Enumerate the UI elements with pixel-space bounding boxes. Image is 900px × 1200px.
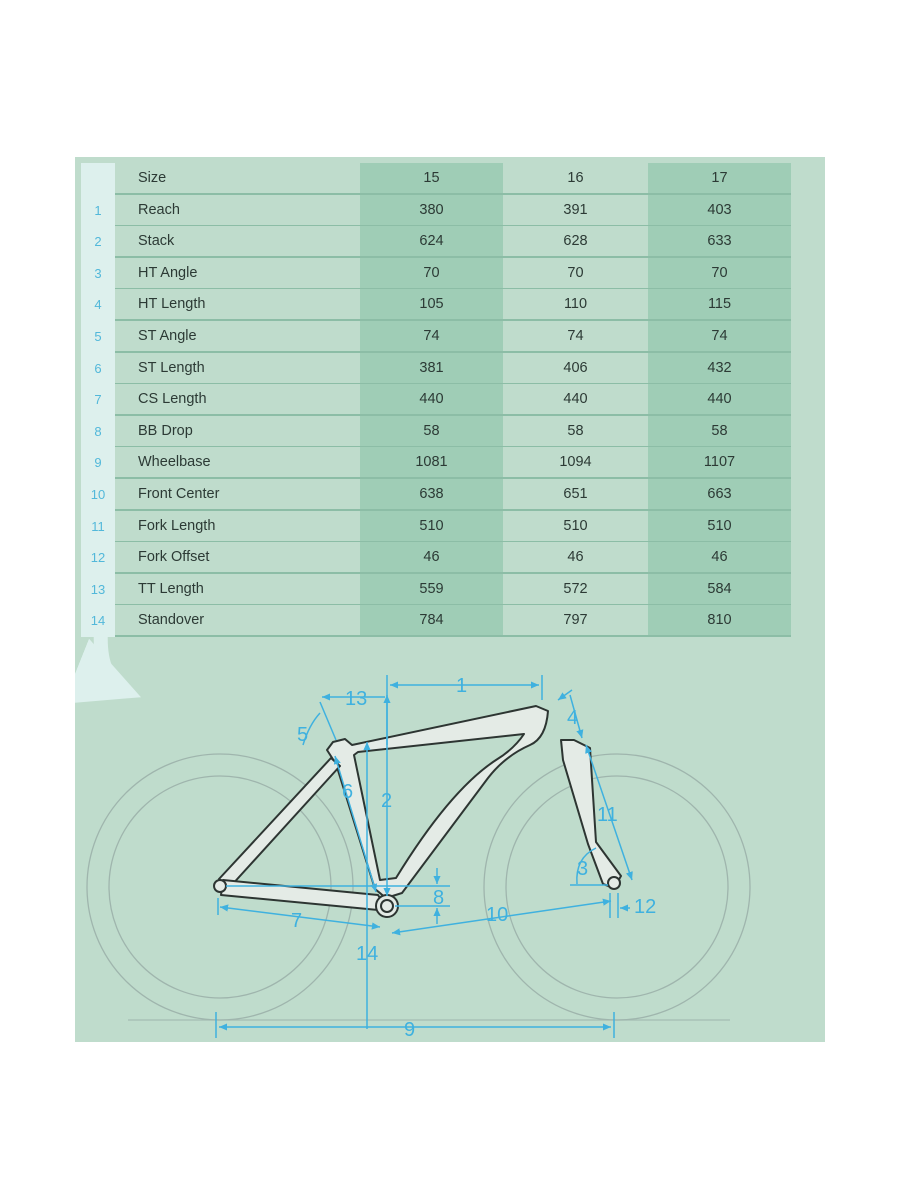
measurement-value: 1107 bbox=[703, 454, 736, 471]
measurement-label: ST Length bbox=[138, 359, 205, 376]
chain-stay bbox=[221, 880, 388, 911]
dim-label-ht-angle: 3 bbox=[577, 858, 589, 880]
measurement-value: 663 bbox=[707, 486, 732, 502]
measurement-label: ST Angle bbox=[138, 328, 197, 344]
row-number: 7 bbox=[94, 392, 102, 408]
measurement-value: 440 bbox=[563, 391, 588, 408]
dim-label-ht-length: 4 bbox=[567, 707, 579, 729]
row-number: 5 bbox=[94, 329, 102, 344]
measurement-label: Stack bbox=[138, 233, 175, 250]
measurement-value: 391 bbox=[563, 201, 588, 218]
bottom-bracket-inner bbox=[381, 900, 393, 912]
measurement-label: Fork Offset bbox=[138, 549, 210, 566]
dim-label-wheelbase: 9 bbox=[404, 1019, 416, 1041]
measurement-value: 58 bbox=[711, 422, 728, 439]
measurement-value: 74 bbox=[711, 328, 728, 344]
measurement-value: 440 bbox=[707, 391, 732, 408]
frame-geometry-diagram bbox=[75, 157, 825, 1042]
measurement-label: Standover bbox=[138, 612, 205, 629]
dim-label-stack: 2 bbox=[381, 790, 393, 812]
size-17-header: 17 bbox=[711, 170, 728, 186]
dim-label-cs-length: 7 bbox=[291, 910, 303, 932]
measurement-value: 559 bbox=[419, 580, 444, 597]
measurement-value: 74 bbox=[423, 328, 440, 344]
pointer-arrow bbox=[101, 630, 128, 692]
size-header-label: Size bbox=[138, 170, 167, 186]
measurement-label: Wheelbase bbox=[138, 454, 211, 471]
measurement-value: 510 bbox=[563, 517, 588, 534]
measurement-value: 406 bbox=[563, 359, 588, 376]
measurement-value: 70 bbox=[711, 264, 728, 281]
measurement-label: Front Center bbox=[138, 486, 220, 502]
measurement-value: 432 bbox=[707, 359, 732, 376]
row-number: 2 bbox=[94, 234, 102, 250]
measurement-value: 105 bbox=[419, 296, 444, 313]
measurement-value: 74 bbox=[567, 328, 584, 344]
row-number: 4 bbox=[94, 297, 102, 313]
measurement-value: 624 bbox=[419, 233, 444, 250]
measurement-value: 46 bbox=[423, 549, 440, 566]
measurement-value: 115 bbox=[707, 296, 732, 313]
measurement-value: 784 bbox=[419, 612, 444, 629]
measurement-value: 58 bbox=[423, 422, 440, 439]
dim-label-bb-drop: 8 bbox=[433, 887, 445, 909]
measurement-value: 70 bbox=[423, 264, 440, 281]
rear-axle bbox=[214, 880, 226, 892]
measurement-value: 403 bbox=[707, 201, 732, 218]
measurement-label: HT Angle bbox=[138, 264, 198, 281]
row-number: 3 bbox=[94, 265, 102, 281]
row-number: 8 bbox=[94, 423, 102, 439]
row-number: 10 bbox=[90, 487, 106, 502]
measurement-value: 46 bbox=[567, 549, 584, 566]
measurement-label: Reach bbox=[138, 201, 180, 218]
dim-label-front-center: 10 bbox=[486, 904, 509, 926]
measurement-value: 638 bbox=[419, 486, 444, 502]
measurement-value: 1094 bbox=[559, 454, 592, 471]
dim-label-st-length: 6 bbox=[342, 781, 354, 803]
dim-label-standover: 14 bbox=[356, 943, 379, 965]
measurement-value: 628 bbox=[563, 233, 588, 250]
measurement-label: HT Length bbox=[138, 296, 206, 313]
row-number: 1 bbox=[94, 202, 102, 218]
measurement-value: 651 bbox=[563, 486, 588, 502]
geometry-panel bbox=[75, 157, 825, 1042]
measurement-value: 380 bbox=[419, 201, 444, 218]
measurement-value: 572 bbox=[563, 580, 588, 597]
front-axle bbox=[608, 877, 620, 889]
size-16-header: 16 bbox=[567, 170, 584, 186]
dim-label-fork-offset: 12 bbox=[634, 896, 657, 918]
dim-label-st-angle: 5 bbox=[297, 724, 309, 746]
row-number: 11 bbox=[91, 518, 105, 534]
row-number: 9 bbox=[94, 455, 102, 471]
measurement-value: 381 bbox=[419, 359, 444, 376]
measurement-value: 797 bbox=[563, 612, 588, 629]
measurement-label: CS Length bbox=[138, 391, 207, 408]
measurement-value: 440 bbox=[419, 391, 444, 408]
measurement-label: BB Drop bbox=[138, 422, 193, 439]
measurement-value: 110 bbox=[563, 296, 588, 313]
measurement-value: 510 bbox=[707, 517, 732, 534]
measurement-value: 70 bbox=[567, 264, 584, 281]
measurement-value: 46 bbox=[711, 549, 728, 566]
dim-label-tt-length: 13 bbox=[345, 688, 368, 710]
measurement-value: 633 bbox=[707, 233, 732, 250]
row-number: 12 bbox=[90, 550, 106, 566]
measurement-label: Fork Length bbox=[138, 517, 216, 534]
measurement-value: 58 bbox=[567, 422, 584, 439]
row-number: 14 bbox=[90, 613, 106, 629]
dim-label-reach: 1 bbox=[456, 675, 468, 697]
measurement-value: 584 bbox=[707, 580, 732, 597]
size-15-header: 15 bbox=[423, 170, 440, 186]
dim-label-fork-length: 11 bbox=[597, 804, 618, 826]
measurement-value: 1081 bbox=[415, 454, 448, 471]
row-number: 13 bbox=[90, 581, 106, 597]
row-number: 6 bbox=[94, 360, 102, 376]
measurement-label: TT Length bbox=[138, 580, 204, 597]
measurement-value: 510 bbox=[419, 517, 444, 534]
measurement-value: 810 bbox=[707, 612, 732, 629]
